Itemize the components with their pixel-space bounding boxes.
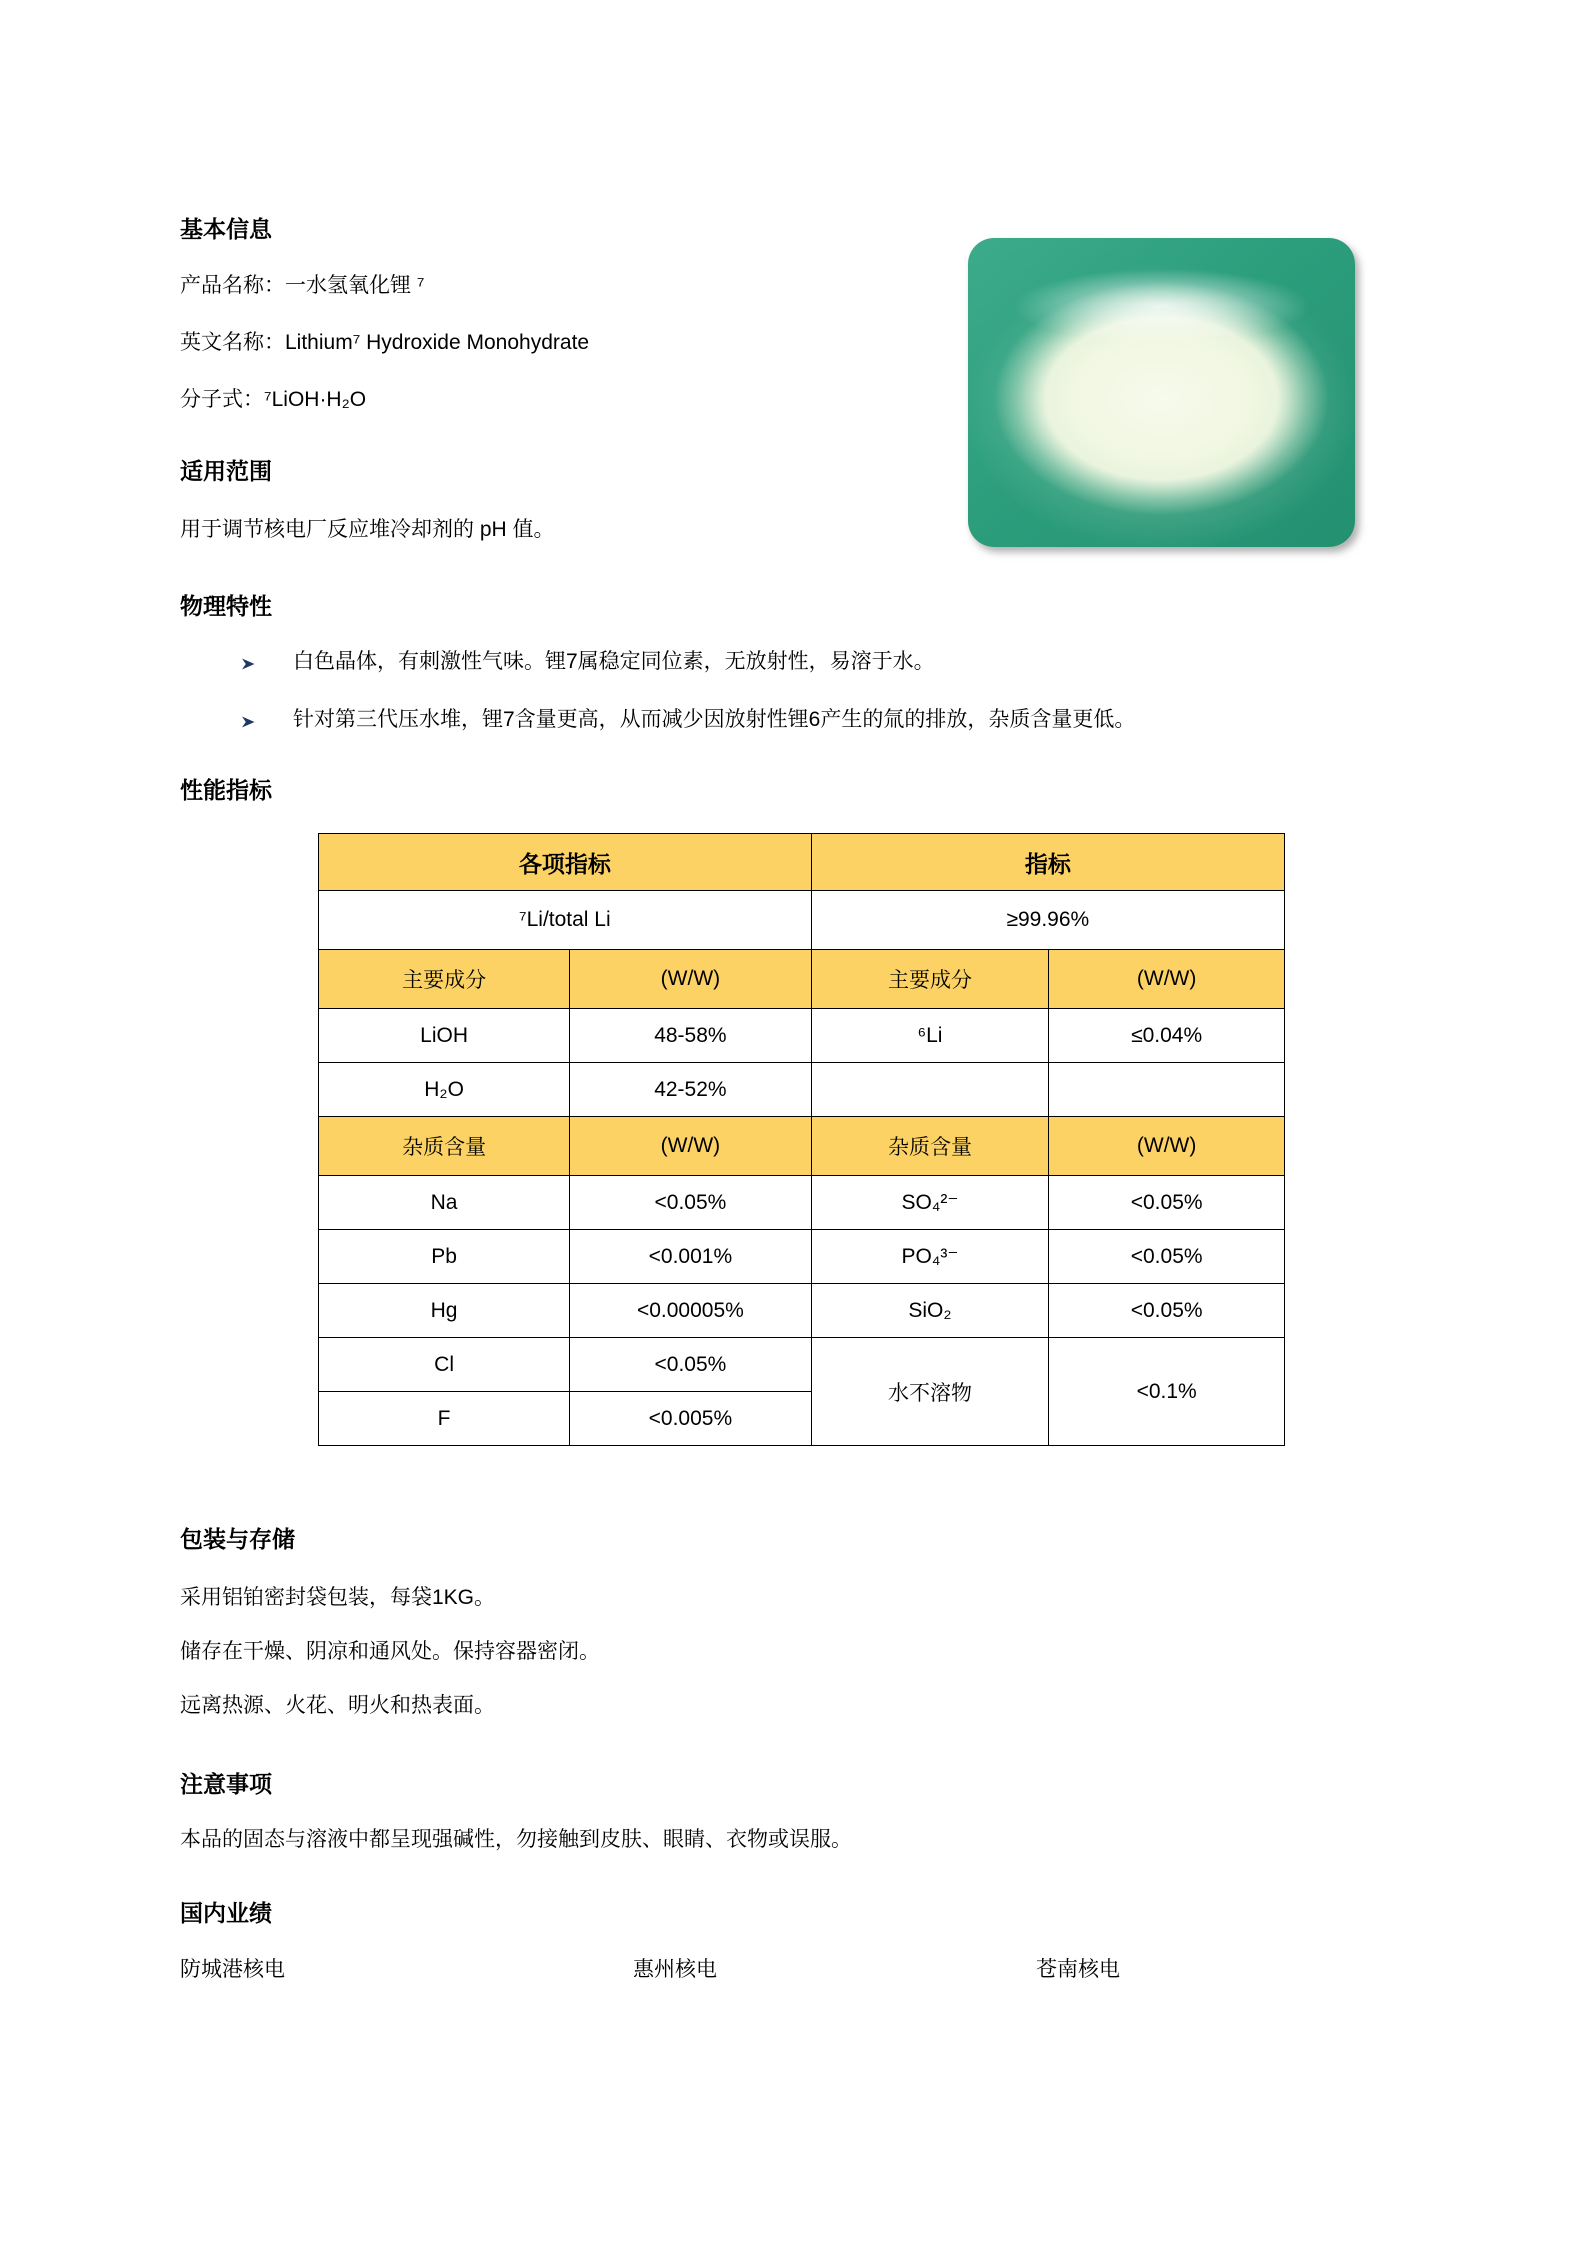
- table-cell: LiOH: [319, 1009, 570, 1063]
- precautions-body: 本品的固态与溶液中都呈现强碱性，勿接触到皮肤、眼睛、衣物或误服。: [180, 1828, 852, 1851]
- table-cell: Na: [319, 1176, 570, 1230]
- table-cell: 水不溶物: [811, 1338, 1049, 1446]
- table-cell: <0.005%: [570, 1392, 812, 1446]
- packaging-line: 远离热源、火花、明火和热表面。: [180, 1694, 495, 1717]
- bullet-text: 针对第三代压水堆，锂7含量更高，从而减少因放射性锂6产生的氚的排放，杂质含量更低。: [293, 708, 1136, 731]
- table-subheader-cell: (W/W): [1049, 950, 1285, 1009]
- arrow-bullet-icon: [241, 653, 257, 679]
- product-photo: [968, 238, 1355, 547]
- table-row: [319, 1063, 1285, 1117]
- table-cell: ≤0.04%: [1049, 1009, 1285, 1063]
- table-impurity-subheader-row: [319, 1117, 1285, 1176]
- performance-table: [318, 833, 1285, 1446]
- performance-heading: 性能指标: [180, 777, 272, 803]
- table-group-header-row: [319, 834, 1285, 891]
- table-cell: 48-58%: [570, 1009, 812, 1063]
- basic-info-heading: 基本信息: [180, 216, 272, 242]
- table-subheader-cell: 杂质含量: [319, 1117, 570, 1176]
- english-name-line: 英文名称：Lithium⁷ Hydroxide Monohydrate: [180, 331, 590, 354]
- table-subheader-cell: 杂质含量: [811, 1117, 1049, 1176]
- table-subheader-cell: (W/W): [1049, 1117, 1285, 1176]
- physical-bullet-2: [180, 707, 1407, 737]
- plant-name: 惠州核电: [633, 1958, 717, 1981]
- table-cell: ≥99.96%: [811, 891, 1284, 950]
- table-cell: <0.1%: [1049, 1338, 1285, 1446]
- packaging-heading: 包装与存储: [180, 1526, 295, 1552]
- table-cell: 42-52%: [570, 1063, 812, 1117]
- packaging-line: 采用铝铂密封袋包装，每袋1KG。: [180, 1586, 496, 1609]
- table-subheader-cell: (W/W): [570, 1117, 812, 1176]
- table-li-ratio-row: [319, 891, 1285, 950]
- table-cell: <0.05%: [570, 1338, 812, 1392]
- plants-row: [180, 1957, 1407, 1983]
- packaging-line: 储存在干燥、阴凉和通风处。保持容器密闭。: [180, 1640, 600, 1663]
- table-row: [319, 1009, 1285, 1063]
- table-main-subheader-row: [319, 950, 1285, 1009]
- table-subheader-cell: 主要成分: [319, 950, 570, 1009]
- table-row: [319, 1338, 1285, 1392]
- table-cell: PO₄³⁻: [811, 1230, 1049, 1284]
- table-cell: Hg: [319, 1284, 570, 1338]
- scope-body: 用于调节核电厂反应堆冷却剂的 pH 值。: [180, 518, 555, 541]
- table-cell: ⁷Li/total Li: [319, 891, 812, 950]
- table-row: [319, 1230, 1285, 1284]
- precautions-heading: 注意事项: [180, 1771, 272, 1797]
- table-cell: H₂O: [319, 1063, 570, 1117]
- plant-name: 苍南核电: [1036, 1958, 1120, 1981]
- table-cell: ⁶Li: [811, 1009, 1049, 1063]
- table-row: [319, 1284, 1285, 1338]
- table-cell: SO₄²⁻: [811, 1176, 1049, 1230]
- table-cell: <0.00005%: [570, 1284, 812, 1338]
- formula-line: 分子式：⁷LiOH·H₂O: [180, 388, 367, 411]
- table-cell: [1049, 1063, 1285, 1117]
- scope-heading: 适用范围: [180, 458, 272, 484]
- arrow-bullet-icon: [241, 711, 257, 737]
- table-header-cell: 指标: [811, 834, 1284, 891]
- table-cell: [811, 1063, 1049, 1117]
- physical-bullet-1: [180, 649, 1407, 679]
- table-cell: <0.05%: [1049, 1230, 1285, 1284]
- table-cell: F: [319, 1392, 570, 1446]
- table-subheader-cell: (W/W): [570, 950, 812, 1009]
- table-subheader-cell: 主要成分: [811, 950, 1049, 1009]
- domestic-heading: 国内业绩: [180, 1900, 272, 1926]
- table-cell: Pb: [319, 1230, 570, 1284]
- table-header-cell: 各项指标: [319, 834, 812, 891]
- table-cell: SiO₂: [811, 1284, 1049, 1338]
- physical-heading: 物理特性: [180, 593, 272, 619]
- table-cell: <0.05%: [570, 1176, 812, 1230]
- table-cell: Cl: [319, 1338, 570, 1392]
- table-cell: <0.05%: [1049, 1284, 1285, 1338]
- bullet-text: 白色晶体，有刺激性气味。锂7属稳定同位素，无放射性，易溶于水。: [293, 650, 935, 673]
- plant-name: 防城港核电: [180, 1958, 285, 1981]
- table-cell: <0.001%: [570, 1230, 812, 1284]
- product-name-line: 产品名称：一水氢氧化锂 ⁷: [180, 274, 425, 297]
- table-cell: <0.05%: [1049, 1176, 1285, 1230]
- table-row: [319, 1176, 1285, 1230]
